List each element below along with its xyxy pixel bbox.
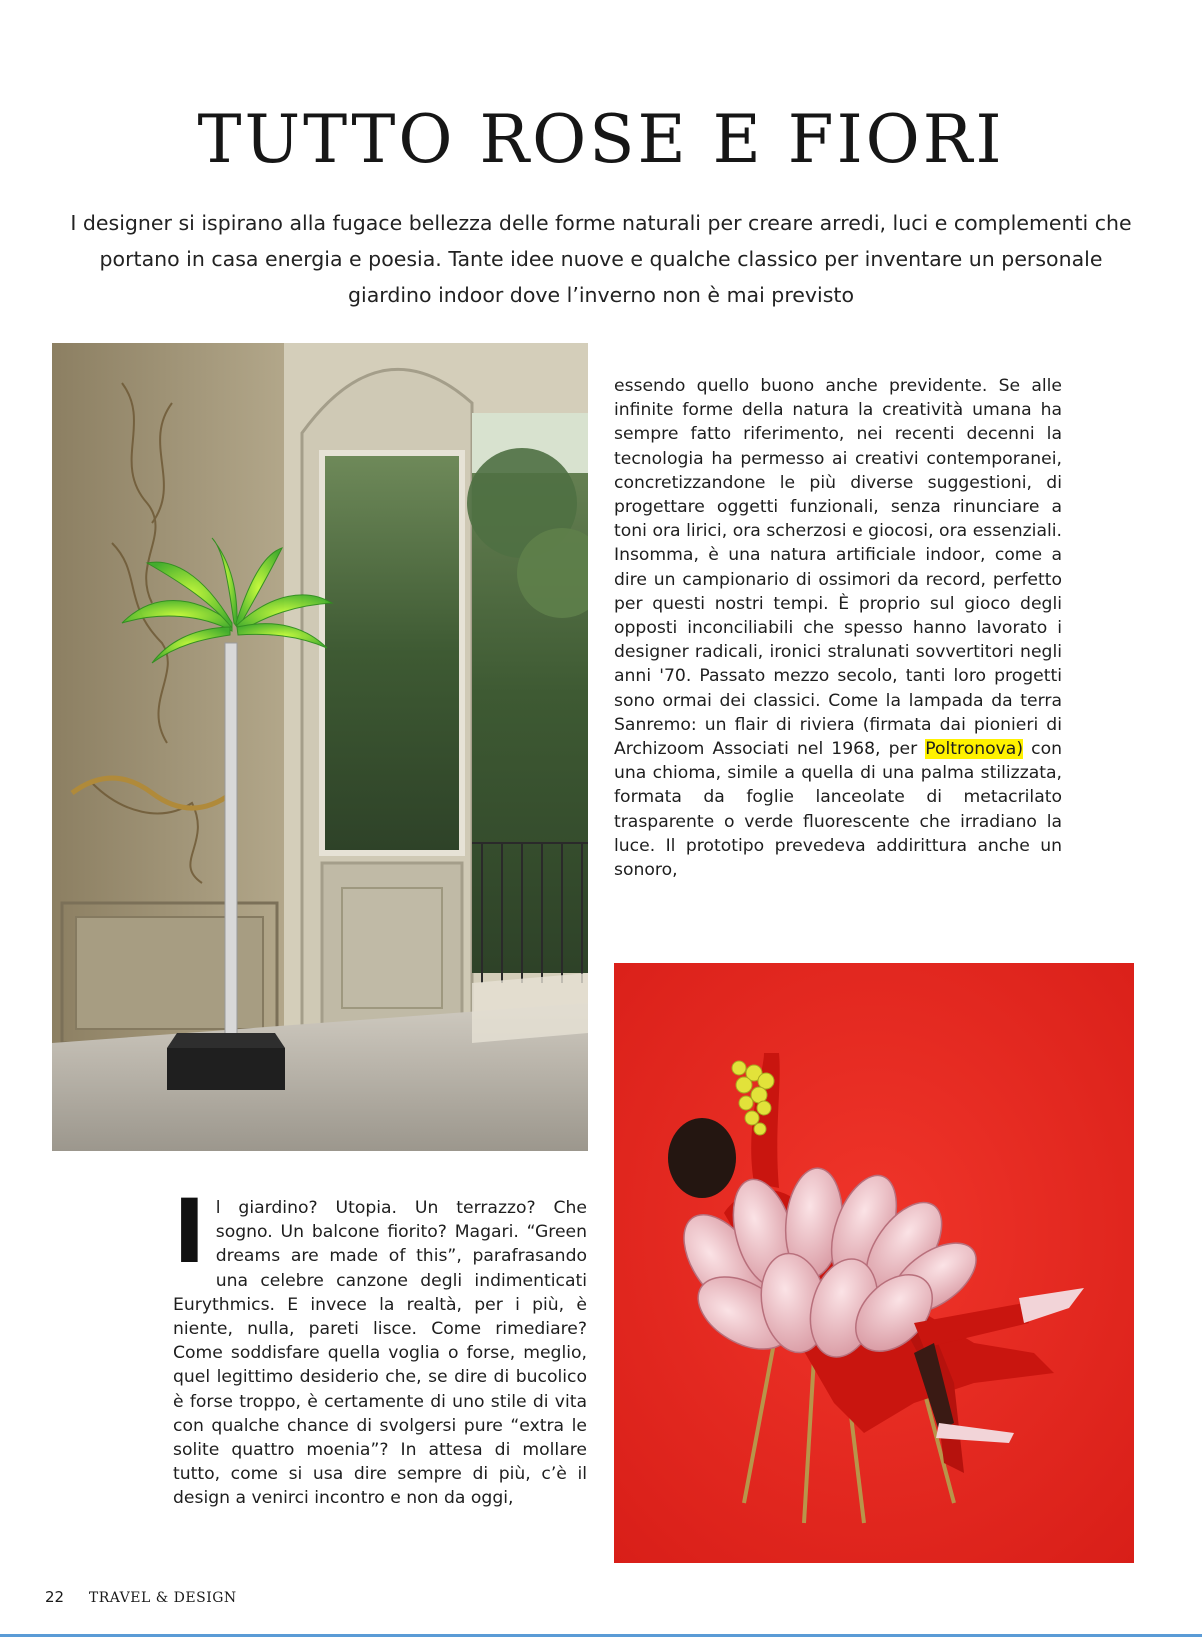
page-number: 22 xyxy=(45,1588,65,1606)
palm-lamp-photo xyxy=(52,343,588,1151)
drop-cap: I xyxy=(173,1180,206,1283)
column-text-part2: con una chioma, simile a quella di una palma stilizzata, formata da foglie lanceolate di metacrilato trasparente o verde fluorescente che irradiano la luce. Il prototipo prevedeva addirittura anche un sonoro, xyxy=(614,739,1062,881)
petal-chair-photo xyxy=(614,963,1134,1563)
body-paragraph: l giardino? Utopia. Un terrazzo? Che sogno. Un balcone fiorito? Magari. “Green dreams are made of this”, parafrasando una celebre canzone degli indimenticati Eurythmics. E invece la realtà, per i più, è niente, nulla, pareti lisce. Come rimediare? Come soddisfare quella voglia o forse, meglio, quel legittimo desiderio che, se dire di bucolico è forse troppo, è certamente di uno stile di vita con qualche chance di svolgersi pure “extra le solite quattro moenia”? In attesa di mollare tutto, come si usa dire sempre di più, c’è il design a venirci incontro e non da oggi, xyxy=(173,1198,587,1509)
article-column-right xyxy=(614,374,1062,882)
article-lead: I designer si ispirano alla fugace bellezza delle forme naturali per creare arredi, luci e complementi che portano in casa energia e poesia. Tante idee nuove e qualche classico per inventare un personale giardino indoor dove l’inverno non è mai previsto xyxy=(70,211,1132,307)
article-title: TUTTO ROSE E FIORI xyxy=(197,101,1005,178)
bottom-rule xyxy=(0,1634,1202,1637)
magazine-name: TRAVEL & DESIGN xyxy=(88,1590,237,1606)
column-text-part1: essendo quello buono anche previdente. Se alle infinite forme della natura la creatività umana ha sempre fatto riferimento, nei recenti decenni la tecnologia ha permesso ai creativi contemporanei, concretizzandone le più diverse suggestioni, di progettare oggetti funzionali, senza rinunciare a toni ora lirici, ora scherzosi e giocosi, ora essenziali. Insomma, è una natura artificiale indoor, come a dire un campionario di ossimori da record, perfetto per questi nostri tempi. È proprio sul gioco degli opposti inconciliabili che spesso hanno lavorato i designer radicali, ironici stralunati sovvertitori negli anni '70. Passato mezzo secolo, tanti loro progetti sono ormai dei classici. Come la lampada da terra Sanremo: un flair di riviera (firmata dai pionieri di Archizoom Associati nel 1968, per xyxy=(614,376,1062,760)
poltronova-highlight: Poltronova) xyxy=(925,739,1024,760)
article-body-left xyxy=(173,1180,587,1511)
page-footer xyxy=(45,1588,237,1606)
